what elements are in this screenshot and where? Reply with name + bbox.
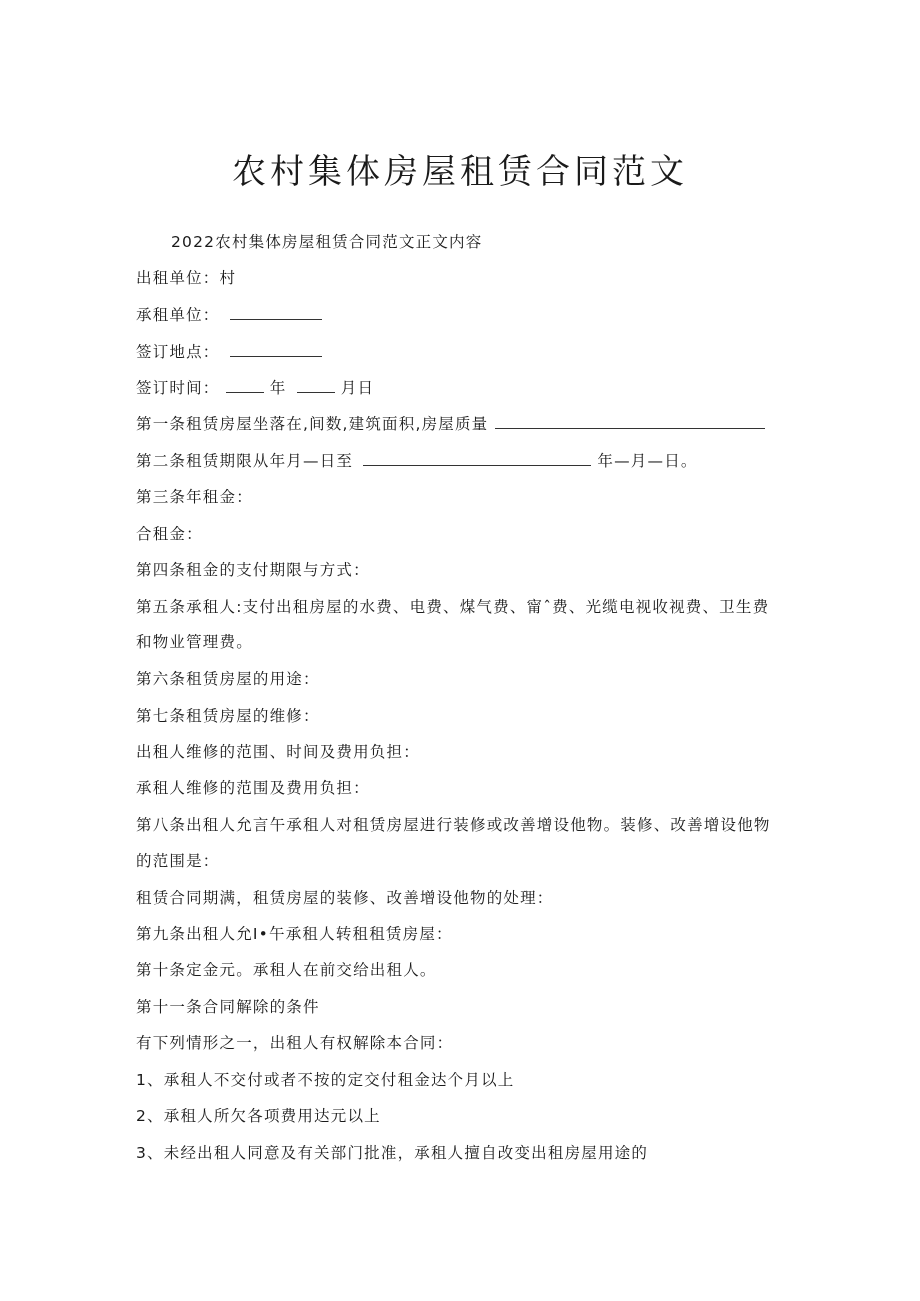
list-item-3: 3、未经出租人同意及有关部门批准，承租人擅自改变出租房屋用途的 <box>136 1144 649 1162</box>
rent-total: 合租金： <box>136 525 203 543</box>
sign-time-year: 年 <box>269 379 287 397</box>
article-2-blank <box>363 451 591 466</box>
sign-year-blank <box>226 378 264 393</box>
lessor-line: 出租单位：村 <box>136 269 237 287</box>
article-1 <box>136 414 765 434</box>
article-8-expiry: 租赁合同期满，租赁房屋的装修、改善增设他物的处理： <box>136 889 554 907</box>
sign-place-label: 签订地点： <box>136 343 220 361</box>
article-1-text: 第一条租赁房屋坐落在,间数,建筑面积,房屋质量 <box>136 415 489 433</box>
article-2-end: 年—月—日。 <box>597 452 698 470</box>
lessee-line <box>136 305 322 325</box>
article-8-line-1: 第八条出租人允言午承租人对租赁房屋进行装修或改善增设他物。装修、改善增设他物 <box>136 816 771 834</box>
article-4: 第四条租金的支付期限与方式： <box>136 561 370 579</box>
lessee-blank <box>230 305 322 320</box>
sign-time-line <box>136 378 374 398</box>
repair-lessor: 出租人维修的范围、时间及费用负担： <box>136 743 420 761</box>
article-2 <box>136 451 698 471</box>
article-11: 第十一条合同解除的条件 <box>136 998 320 1016</box>
repair-lessee: 承租人维修的范围及费用负担： <box>136 779 370 797</box>
article-1-blank <box>495 414 765 429</box>
list-item-2: 2、承租人所欠各项费用达元以上 <box>136 1107 381 1125</box>
article-3: 第三条年租金： <box>136 488 253 506</box>
lessee-label: 承租单位： <box>136 306 220 324</box>
article-2-text: 第二条租赁期限从年月—日至 <box>136 452 354 470</box>
sign-place-blank <box>230 342 322 357</box>
article-7: 第七条租赁房屋的维修： <box>136 707 320 725</box>
subtitle: 2022农村集体房屋租赁合同范文正文内容 <box>171 233 483 251</box>
sign-month-blank <box>297 378 335 393</box>
article-11-intro: 有下列情形之一，出租人有权解除本合同： <box>136 1034 454 1052</box>
article-5-line-1: 第五条承租人:支付出租房屋的水费、电费、煤气费、甯ˆ费、光缆电视收视费、卫生费 <box>136 598 770 616</box>
document-title: 农村集体房屋租赁合同范文 <box>232 152 688 192</box>
article-6: 第六条租赁房屋的用途： <box>136 670 320 688</box>
sign-time-label: 签订时间： <box>136 379 220 397</box>
list-item-1: 1、承租人不交付或者不按的定交付租金达个月以上 <box>136 1071 515 1089</box>
article-8-line-2: 的范围是： <box>136 852 220 870</box>
article-10: 第十条定金元。承租人在前交给出租人。 <box>136 961 437 979</box>
article-9: 第九条出租人允I•午承租人转租租赁房屋： <box>136 925 453 943</box>
sign-place-line <box>136 342 322 362</box>
sign-time-monthday: 月日 <box>340 379 375 397</box>
article-5-line-2: 和物业管理费。 <box>136 633 253 651</box>
